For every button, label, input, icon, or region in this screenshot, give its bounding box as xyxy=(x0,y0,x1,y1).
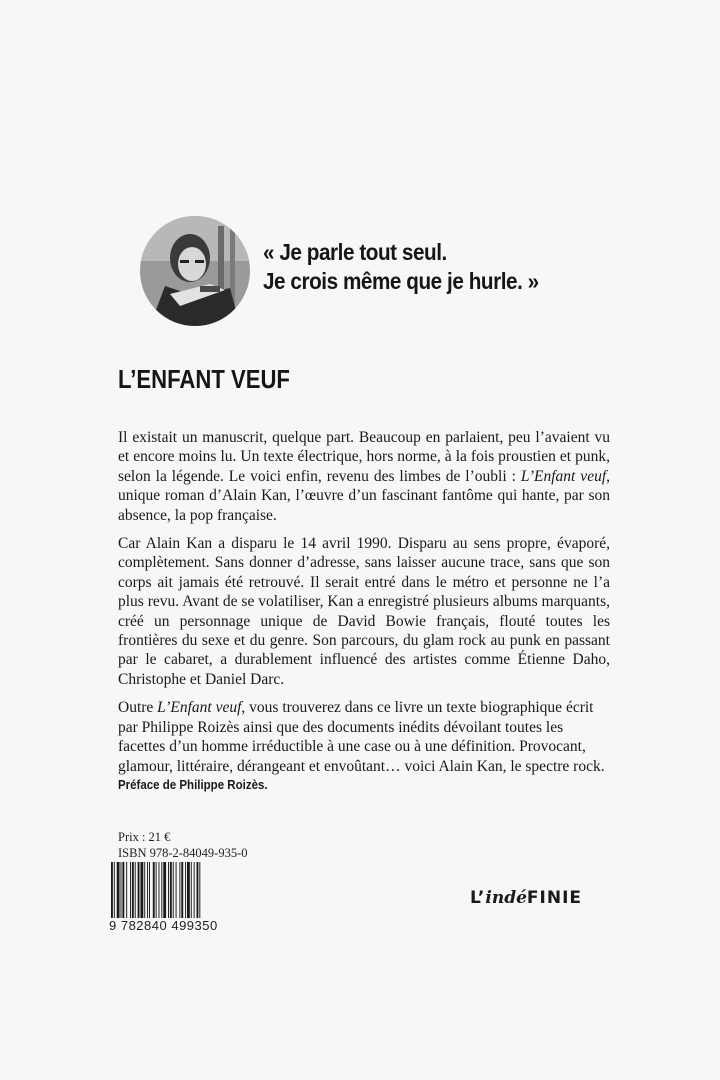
barcode-bar xyxy=(194,862,195,918)
blurb-p3-book-title: L’Enfant veuf xyxy=(157,699,242,717)
barcode-bar xyxy=(121,862,122,918)
barcode-bar xyxy=(126,862,127,918)
preface-credit: Préface de Philippe Roizès. xyxy=(118,778,268,792)
barcode-bar xyxy=(187,862,190,918)
blurb-paragraph-2: Car Alain Kan a disparu le 14 avril 1990. Disparu au sens propre, évaporé, complètement. Sans donner d’adresse, sans laisser aucune trace, sans que son corps ait jamais été retrouvé. Il serait entré dans le métro et personne ne l’a plus revu. Avant de se volatiliser, Kan a enregistré plusieurs albums marquants, créé un personnage unique de David Bowie français, flouté toutes les frontières du sexe et du genre. Son parcours, du glam rock au punk en passant par le cabaret, a durablement influencé des artistes comme Étienne Daho, Christophe et Daniel Darc. xyxy=(118,535,610,688)
barcode-bar xyxy=(176,862,177,918)
barcode-bar xyxy=(170,862,172,918)
quote-line-2: Je crois même que je hurle. » xyxy=(263,268,539,294)
barcode-bar xyxy=(144,862,145,918)
barcode-bar xyxy=(149,862,150,918)
blurb-p1-text-a: Il existait un manuscrit, quelque part. Beaucoup en parlaient, peu l’avaient vu et encore moins lu. Un texte électrique, hors norme, à la fois proustien et punk, selon la légende. Le voici enfin, revenu des limbes de l’oubli : xyxy=(118,429,610,485)
blurb-p3-text-b: , vous trouverez dans ce livre un texte biographique écrit par Philippe Roizès ainsi que des documents inédits dévoilant toutes les facettes d’un homme irréductible à une case ou à une définition. Provocant, glamour, littéraire, dérangeant et envoûtant… voici Alain Kan, le spectre rock. xyxy=(118,699,605,775)
quote xyxy=(263,238,587,296)
barcode-bar xyxy=(168,862,169,918)
barcode-bar xyxy=(138,862,140,918)
barcode-bar xyxy=(179,862,180,918)
barcode-bar xyxy=(156,862,157,918)
barcode-bar xyxy=(173,862,174,918)
blurb-p3-text-a: Outre xyxy=(118,699,158,717)
barcode-digits: 9 782840 499350 xyxy=(109,918,218,933)
price: Prix : 21 € xyxy=(118,830,171,844)
barcode-bar xyxy=(181,862,183,918)
barcode-bar xyxy=(114,862,115,918)
barcode-bar xyxy=(147,862,148,918)
isbn: ISBN 978-2-84049-935-0 xyxy=(118,846,248,860)
blurb-p1-book-title: L’Enfant veuf xyxy=(520,467,607,485)
barcode-bar xyxy=(130,862,131,918)
blurb-paragraph-3 xyxy=(118,698,610,776)
barcode-bar xyxy=(132,862,134,918)
book-title: L’ENFANT VEUF xyxy=(118,364,290,394)
barcode-bar xyxy=(185,862,186,918)
barcode-bar xyxy=(140,862,143,918)
barcode-bar xyxy=(163,862,166,918)
barcode-bar xyxy=(191,862,192,918)
barcode-bar xyxy=(159,862,160,918)
blurb xyxy=(118,428,610,785)
portrait-photo-icon xyxy=(140,216,250,326)
barcode-bar xyxy=(122,862,124,918)
barcode-bar xyxy=(161,862,162,918)
barcode-bar xyxy=(135,862,136,918)
barcode-bar xyxy=(111,862,113,918)
quote-line-1: « Je parle tout seul. xyxy=(263,239,447,265)
blurb-paragraph-1 xyxy=(118,428,610,525)
barcode-bar xyxy=(197,862,199,918)
publisher-logo-part-2: indé xyxy=(485,888,527,908)
author-portrait xyxy=(140,216,250,326)
barcode-bar xyxy=(199,862,200,918)
publisher-logo xyxy=(470,888,582,908)
barcode-bar xyxy=(117,862,120,918)
blurb-p1-text-b: , unique roman d’Alain Kan, l’œuvre d’un fascinant fantôme qui hante, par son absence, la pop française. xyxy=(118,467,611,524)
publisher-logo-part-1: L’ xyxy=(470,888,486,908)
barcode-bar xyxy=(153,862,155,918)
publisher-logo-part-3: FINIE xyxy=(526,888,583,908)
